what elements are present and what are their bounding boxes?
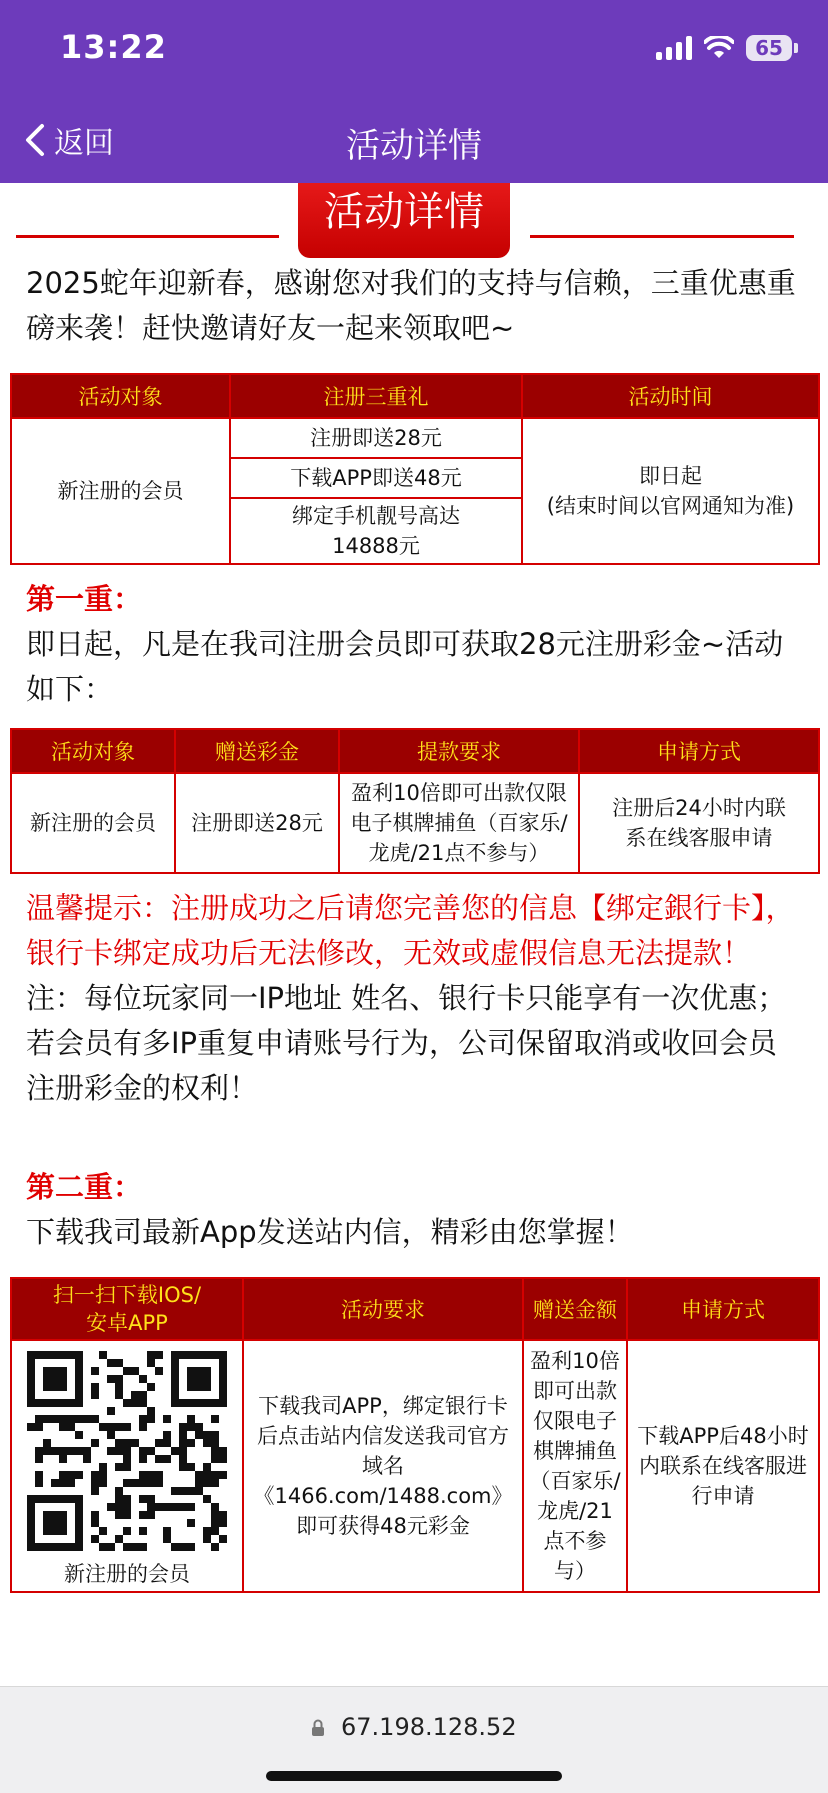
top-bar	[0, 0, 828, 183]
table-cell: 盈利10倍即可出款仅限电子棋牌捕鱼（百家乐/龙虎/21点不参与）	[523, 1340, 627, 1592]
table-header: 注册三重礼	[230, 374, 522, 418]
cellular-signal-icon	[656, 36, 692, 60]
table-cell: 注册即送28元	[175, 773, 339, 873]
table-header: 申请方式	[627, 1278, 819, 1340]
table-cell: 下载APP后48小时内联系在线客服进行申请	[627, 1340, 819, 1592]
intro-text: 2025蛇年迎新春，感谢您对我们的支持与信赖，三重优惠重磅来袭！赶快邀请好友一起来领取吧~	[26, 266, 796, 345]
section-banner	[0, 183, 828, 263]
url-field[interactable]	[0, 1713, 828, 1741]
banner-divider-left	[16, 235, 279, 238]
overview-table	[10, 373, 820, 565]
table-header: 赠送金额	[523, 1278, 627, 1340]
status-time: 13:22	[60, 28, 167, 66]
table-header: 活动时间	[522, 374, 819, 418]
table-header: 活动对象	[11, 729, 175, 773]
tier2-table	[10, 1277, 820, 1593]
warning-text: 温馨提示：注册成功之后请您完善您的信息【绑定銀行卡】，银行卡绑定成功后无法修改，无效或虚假信息无法提款！	[26, 891, 795, 970]
table-header: 提款要求	[339, 729, 579, 773]
table-header: 申请方式	[579, 729, 819, 773]
qr-code[interactable]	[27, 1351, 227, 1551]
table-header: 活动对象	[11, 374, 230, 418]
time-line-1: 即日起	[639, 464, 702, 488]
time-line-2: (结束时间以官网通知为准)	[546, 494, 795, 518]
table-cell: 注册后24小时内联系在线客服申请	[579, 773, 819, 873]
content-area[interactable]	[0, 183, 828, 1686]
tier1-table	[10, 728, 820, 874]
tier1-text: 即日起，凡是在我司注册会员即可获取28元注册彩金~活动如下：	[26, 627, 784, 706]
url-text: 67.198.128.52	[341, 1713, 517, 1741]
note-text: 注：每位玩家同一IP地址 姓名、银行卡只能享有一次优惠；若会员有多IP重复申请账号行为，公司保留取消或收回会员注册彩金的权利！	[26, 981, 787, 1105]
table-header: 扫一扫下载IOS/安卓APP	[11, 1278, 243, 1340]
status-icons	[656, 30, 792, 66]
lock-icon	[311, 1719, 325, 1737]
qr-cell	[11, 1340, 243, 1592]
table-cell: 注册即送28元	[230, 418, 522, 458]
tier2-heading: 第二重：	[26, 1170, 143, 1204]
qr-caption: 新注册的会员	[64, 1562, 190, 1586]
table-cell: 下载APP即送48元	[230, 458, 522, 498]
table-header: 活动要求	[243, 1278, 523, 1340]
tier2-text: 下载我司最新App发送站内信，精彩由您掌握！	[26, 1215, 634, 1249]
page-title: 活动详情	[346, 126, 482, 166]
home-indicator[interactable]	[266, 1771, 562, 1781]
banner-title: 活动详情	[298, 183, 510, 258]
wifi-icon	[704, 36, 734, 60]
table-cell: 绑定手机靓号高达14888元	[230, 498, 522, 564]
battery-indicator: 65	[746, 35, 792, 61]
browser-address-bar	[0, 1686, 828, 1793]
banner-divider-right	[530, 235, 794, 238]
table-cell: 新注册的会员	[11, 418, 230, 564]
table-cell	[522, 418, 819, 564]
table-cell: 新注册的会员	[11, 773, 175, 873]
back-label: 返回	[54, 126, 114, 161]
table-cell: 下载我司APP，绑定银行卡后点击站内信发送我司官方域名《1466.com/1488.com》即可获得48元彩金	[243, 1340, 523, 1592]
tier1-heading: 第一重：	[26, 582, 143, 616]
table-cell: 盈利10倍即可出款仅限电子棋牌捕鱼（百家乐/龙虎/21点不参与）	[339, 773, 579, 873]
table-header: 赠送彩金	[175, 729, 339, 773]
